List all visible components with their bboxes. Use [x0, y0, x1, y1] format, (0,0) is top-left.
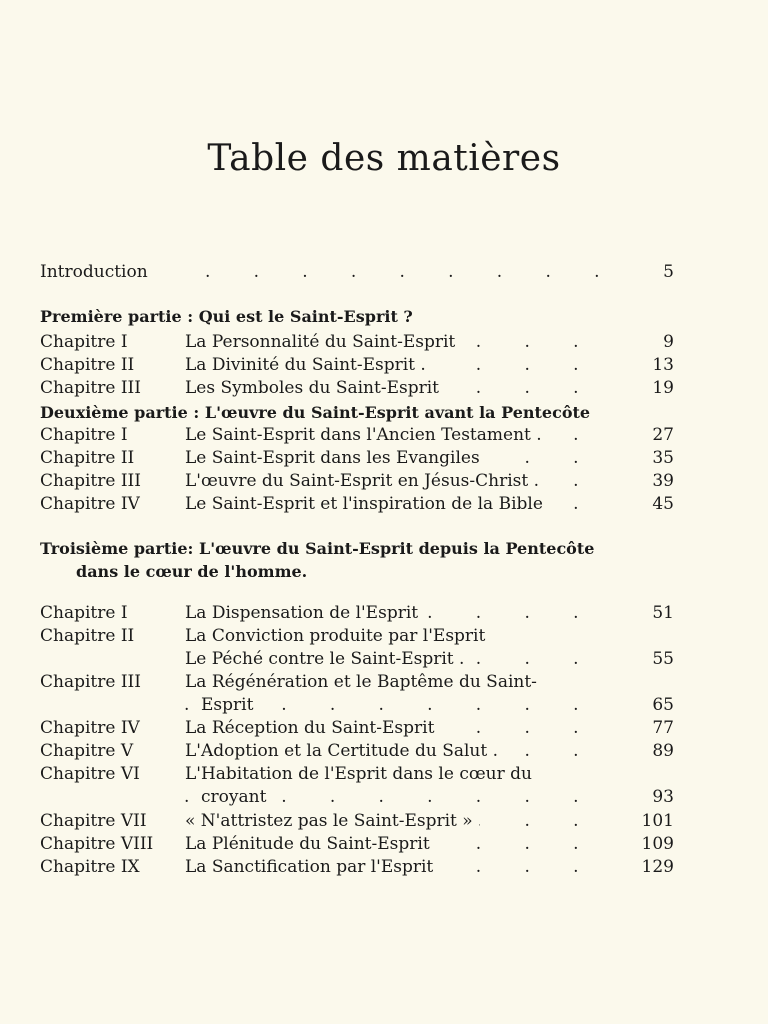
- toc-page-number: 77: [652, 718, 674, 738]
- chapter-title: La Divinité du Saint-Esprit .: [185, 354, 613, 377]
- chapter-title: La Plénitude du Saint-Esprit: [185, 833, 613, 856]
- toc-page-number: 13: [652, 355, 674, 375]
- toc-page-number: 101: [641, 811, 674, 831]
- toc-row: [40, 625, 674, 648]
- toc-row-continued: [40, 786, 674, 809]
- toc-page-number: 93: [652, 787, 674, 807]
- part-heading-3: [40, 537, 674, 583]
- toc-page-number: 35: [652, 448, 674, 468]
- chapter-title: L'Adoption et la Certitude du Salut .: [185, 740, 613, 763]
- part-heading-line: Troisième partie: L'œuvre du Saint-Esprit depuis la Pentecôte: [40, 539, 595, 558]
- part-heading-1: Première partie : Qui est le Saint-Esprit ?: [40, 307, 413, 326]
- toc-row: [40, 717, 674, 740]
- toc-row-continued: [40, 648, 674, 671]
- chapter-title: « N'attristez pas le Saint-Esprit »: [185, 810, 613, 833]
- chapter-label: Chapitre II: [40, 626, 135, 646]
- toc-row: [40, 740, 674, 763]
- chapter-title: Le Saint-Esprit et l'inspiration de la Bible: [185, 493, 613, 516]
- toc-page-number: 19: [652, 378, 674, 398]
- chapter-label: Chapitre IX: [40, 857, 140, 877]
- toc-page-number: 89: [652, 741, 674, 761]
- chapter-label: Chapitre VII: [40, 811, 147, 831]
- chapter-label: Chapitre I: [40, 425, 128, 445]
- toc-page-number: 109: [641, 834, 674, 854]
- part-heading-line: dans le cœur de l'homme.: [76, 562, 308, 581]
- toc-page-number: 65: [652, 695, 674, 715]
- chapter-label: Chapitre II: [40, 355, 135, 375]
- chapter-label: Chapitre III: [40, 471, 141, 491]
- toc-row: [40, 763, 674, 786]
- chapter-title-line2: croyant: [201, 786, 629, 809]
- toc-row: [40, 377, 674, 400]
- toc-row: [40, 833, 674, 856]
- chapter-label: Chapitre IV: [40, 494, 140, 514]
- chapter-label: Chapitre VIII: [40, 834, 154, 854]
- chapter-label: Chapitre VI: [40, 764, 140, 784]
- chapter-label: Chapitre III: [40, 378, 141, 398]
- chapter-title-line2: Esprit: [201, 694, 629, 717]
- toc-page-number: 39: [652, 471, 674, 491]
- chapter-title: La Régénération et le Baptême du Saint-: [185, 671, 613, 694]
- toc-page-number: 51: [652, 603, 674, 623]
- toc-row: [40, 447, 674, 470]
- toc-page-number: 45: [652, 494, 674, 514]
- chapter-title: Le Saint-Esprit dans l'Ancien Testament .: [185, 424, 613, 447]
- toc-page-number: 129: [641, 857, 674, 877]
- chapter-label: Chapitre I: [40, 332, 128, 352]
- chapter-label: Chapitre V: [40, 741, 134, 761]
- toc-page-number: 27: [652, 425, 674, 445]
- toc-row: [40, 331, 674, 354]
- toc-entry-label: Introduction: [40, 262, 148, 282]
- toc-entry-introduction: [40, 261, 674, 284]
- dot-leader: [205, 261, 625, 284]
- toc-row: [40, 602, 674, 625]
- chapter-label: Chapitre I: [40, 603, 128, 623]
- toc-row: [40, 424, 674, 447]
- chapter-title: Les Symboles du Saint-Esprit: [185, 377, 613, 400]
- chapter-title: L'Habitation de l'Esprit dans le cœur du: [185, 763, 613, 786]
- chapter-title: L'œuvre du Saint-Esprit en Jésus-Christ .: [185, 470, 613, 493]
- part-heading-2: Deuxième partie : L'œuvre du Saint-Esprit avant la Pentecôte: [40, 403, 591, 422]
- toc-page-number: 55: [652, 649, 674, 669]
- toc-row: [40, 493, 674, 516]
- chapter-label: Chapitre IV: [40, 718, 140, 738]
- chapter-label: Chapitre III: [40, 672, 141, 692]
- toc-page-number: 9: [663, 332, 674, 352]
- page-title: Table des matières: [207, 138, 561, 179]
- chapter-title: La Personnalité du Saint-Esprit: [185, 331, 613, 354]
- chapter-title: La Dispensation de l'Esprit: [185, 602, 613, 625]
- chapter-label: Chapitre II: [40, 448, 135, 468]
- chapter-title: La Réception du Saint-Esprit: [185, 717, 613, 740]
- chapter-title: Le Saint-Esprit dans les Evangiles: [185, 447, 613, 470]
- toc-row-continued: [40, 694, 674, 717]
- toc-row: [40, 856, 674, 879]
- chapter-title: La Conviction produite par l'Esprit: [185, 625, 613, 648]
- toc-row: [40, 470, 674, 493]
- chapter-title: La Sanctification par l'Esprit: [185, 856, 613, 879]
- toc-row: [40, 671, 674, 694]
- toc-page-number: 5: [663, 262, 674, 282]
- toc-row: [40, 354, 674, 377]
- chapter-title-line2: Le Péché contre le Saint-Esprit .: [185, 648, 613, 671]
- toc-row: [40, 810, 674, 833]
